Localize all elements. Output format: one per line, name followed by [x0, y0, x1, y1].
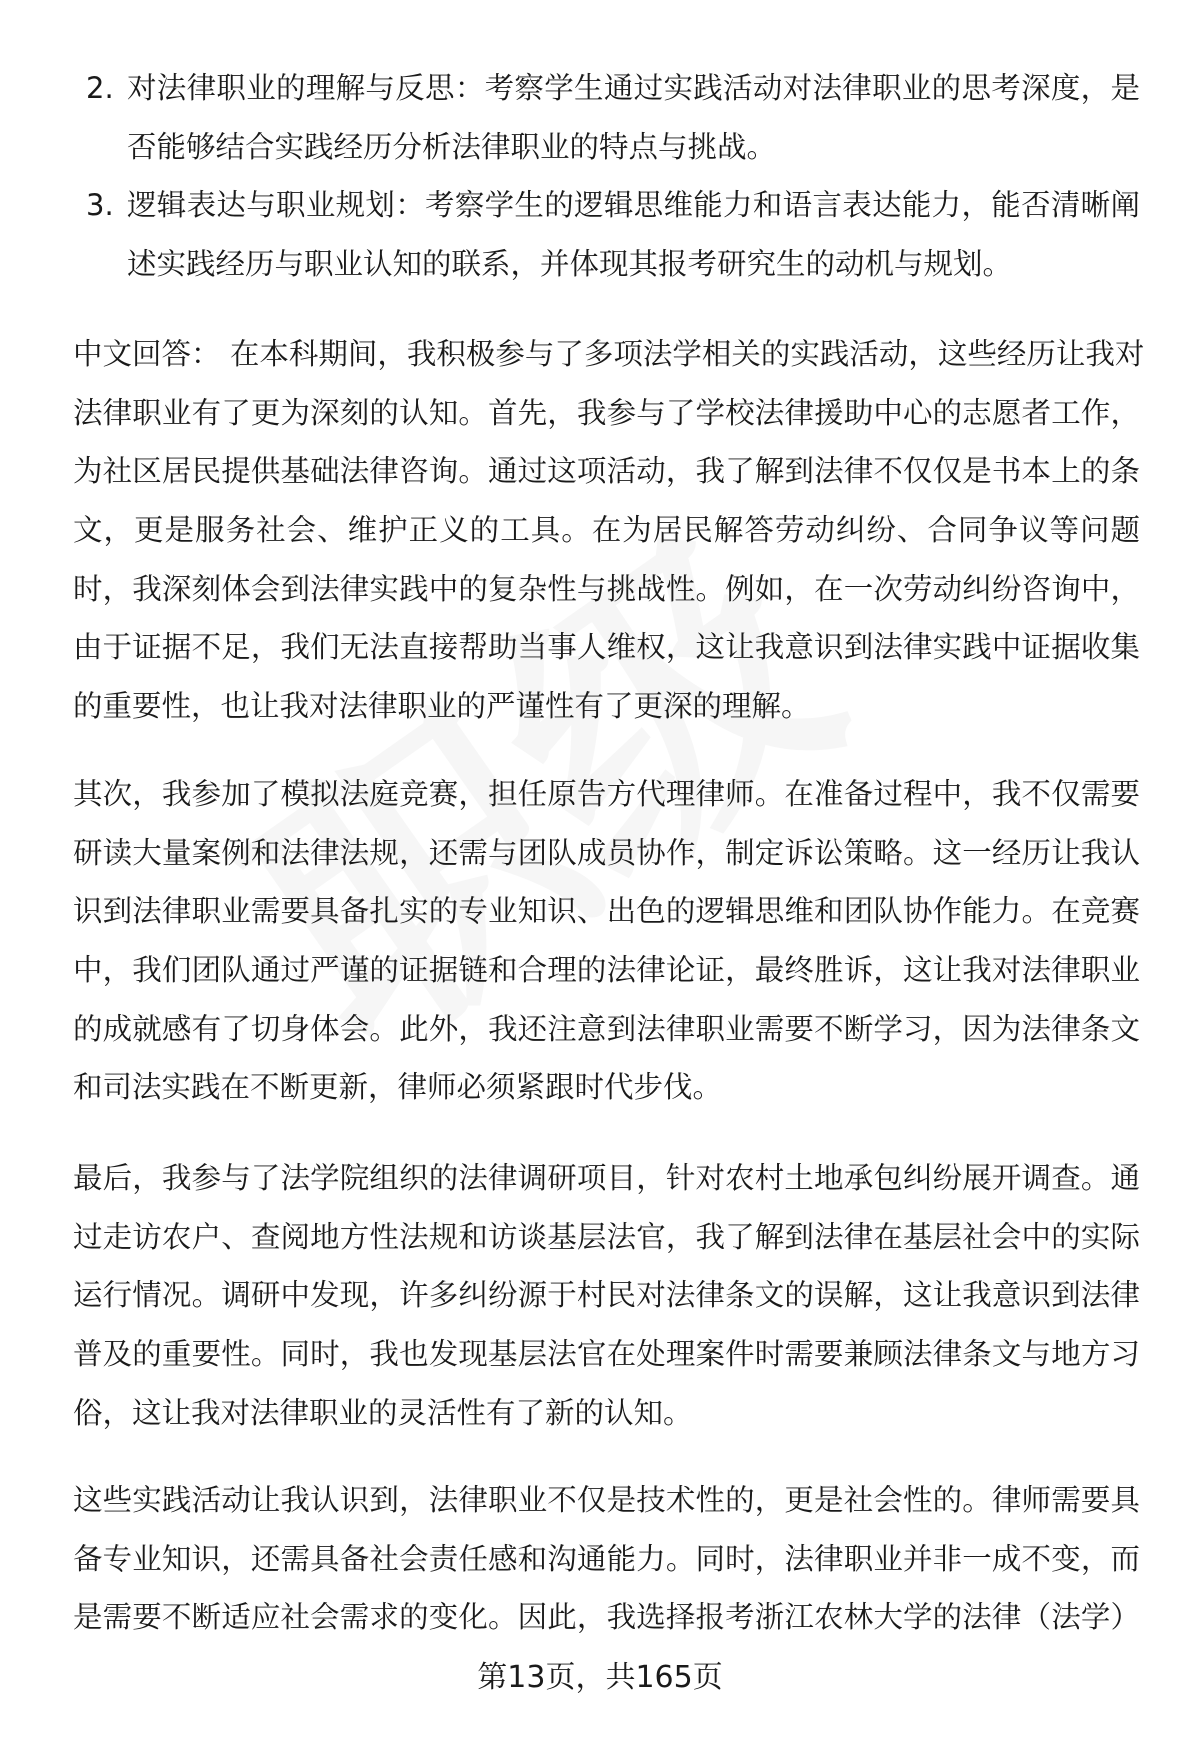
- text-line: 运行情况。调研中发现，许多纠纷源于村民对法律条文的误解，这让我意识到法律: [73, 1278, 1140, 1313]
- text-line: 备专业知识，还需具备社会责任感和沟通能力。同时，法律职业并非一成不变，而: [73, 1541, 1140, 1576]
- list-item: [86, 176, 1140, 293]
- text-line: 中，我们团队通过严谨的证据链和合理的法律论证，最终胜诉，这让我对法律职业: [73, 953, 1140, 988]
- text-line: 对法律职业的理解与反思：考察学生通过实践活动对法律职业的思考深度，是: [127, 71, 1140, 105]
- text-line: 的成就感有了切身体会。此外，我还注意到法律职业需要不断学习，因为法律条文: [73, 1011, 1140, 1046]
- text-line: 是需要不断适应社会需求的变化。因此，我选择报考浙江农林大学的法律（法学）: [73, 1600, 1140, 1635]
- text-line: 为社区居民提供基础法律咨询。通过这项活动，我了解到法律不仅仅是书本上的条: [73, 454, 1140, 489]
- text-line: 研读大量案例和法律法规，还需与团队成员协作，制定诉讼策略。这一经历让我认: [73, 835, 1140, 870]
- text-line: 普及的重要性。同时，我也发现基层法官在处理案件时需要兼顾法律条文与地方习: [73, 1337, 1140, 1372]
- criteria-list: [86, 59, 1140, 294]
- text-line: 其次，我参加了模拟法庭竞赛，担任原告方代理律师。在准备过程中，我不仅需要: [73, 777, 1140, 811]
- text-line: 时，我深刻体会到法律实践中的复杂性与挑战性。例如，在一次劳动纠纷咨询中，: [73, 571, 1140, 606]
- list-item: [86, 59, 1140, 176]
- text-line: 和司法实践在不断更新，律师必须紧跟时代步伐。: [73, 1070, 723, 1105]
- text-line: 法律职业有了更为深刻的认知。首先，我参与了学校法律援助中心的志愿者工作，: [73, 395, 1140, 430]
- text-line: 识到法律职业需要具备扎实的专业知识、出色的逻辑思维和团队协作能力。在竞赛: [73, 894, 1140, 929]
- paragraph-answer-intro: [73, 325, 1145, 736]
- text-line: 述实践经历与职业认知的联系，并体现其报考研究生的动机与规划。: [127, 247, 1013, 282]
- text-line: 过走访农户、查阅地方性法规和访谈基层法官，我了解到法律在基层社会中的实际: [73, 1219, 1140, 1254]
- text-line: 文，更是服务社会、维护正义的工具。在为居民解答劳动纠纷、合同争议等问题: [73, 513, 1140, 548]
- text-line: 由于证据不足，我们无法直接帮助当事人维权，这让我意识到法律实践中证据收集: [73, 630, 1140, 665]
- paragraph-research-project: [73, 1149, 1140, 1442]
- text-line: 逻辑表达与职业规划：考察学生的逻辑思维能力和语言表达能力，能否清晰阐: [127, 188, 1140, 223]
- list-number: 3.: [86, 188, 114, 223]
- text-line: 这些实践活动让我认识到，法律职业不仅是技术性的，更是社会性的。律师需要具: [73, 1483, 1140, 1517]
- text-line: 否能够结合实践经历分析法律职业的特点与挑战。: [127, 129, 777, 164]
- paragraph-moot-court: [73, 765, 1140, 1117]
- text-line: 的重要性，也让我对法律职业的严谨性有了更深的理解。: [73, 689, 811, 724]
- text-line: 俗，这让我对法律职业的灵活性有了新的认知。: [73, 1395, 693, 1430]
- text-line: 中文回答： 在本科期间，我积极参与了多项法学相关的实践活动，这些经历让我对: [73, 337, 1145, 371]
- paragraph-conclusion: [73, 1471, 1140, 1647]
- text-line: 最后，我参与了法学院组织的法律调研项目，针对农村土地承包纠纷展开调查。通: [73, 1161, 1140, 1195]
- page-number: 第13页，共165页: [477, 1660, 723, 1695]
- list-number: 2.: [86, 71, 114, 105]
